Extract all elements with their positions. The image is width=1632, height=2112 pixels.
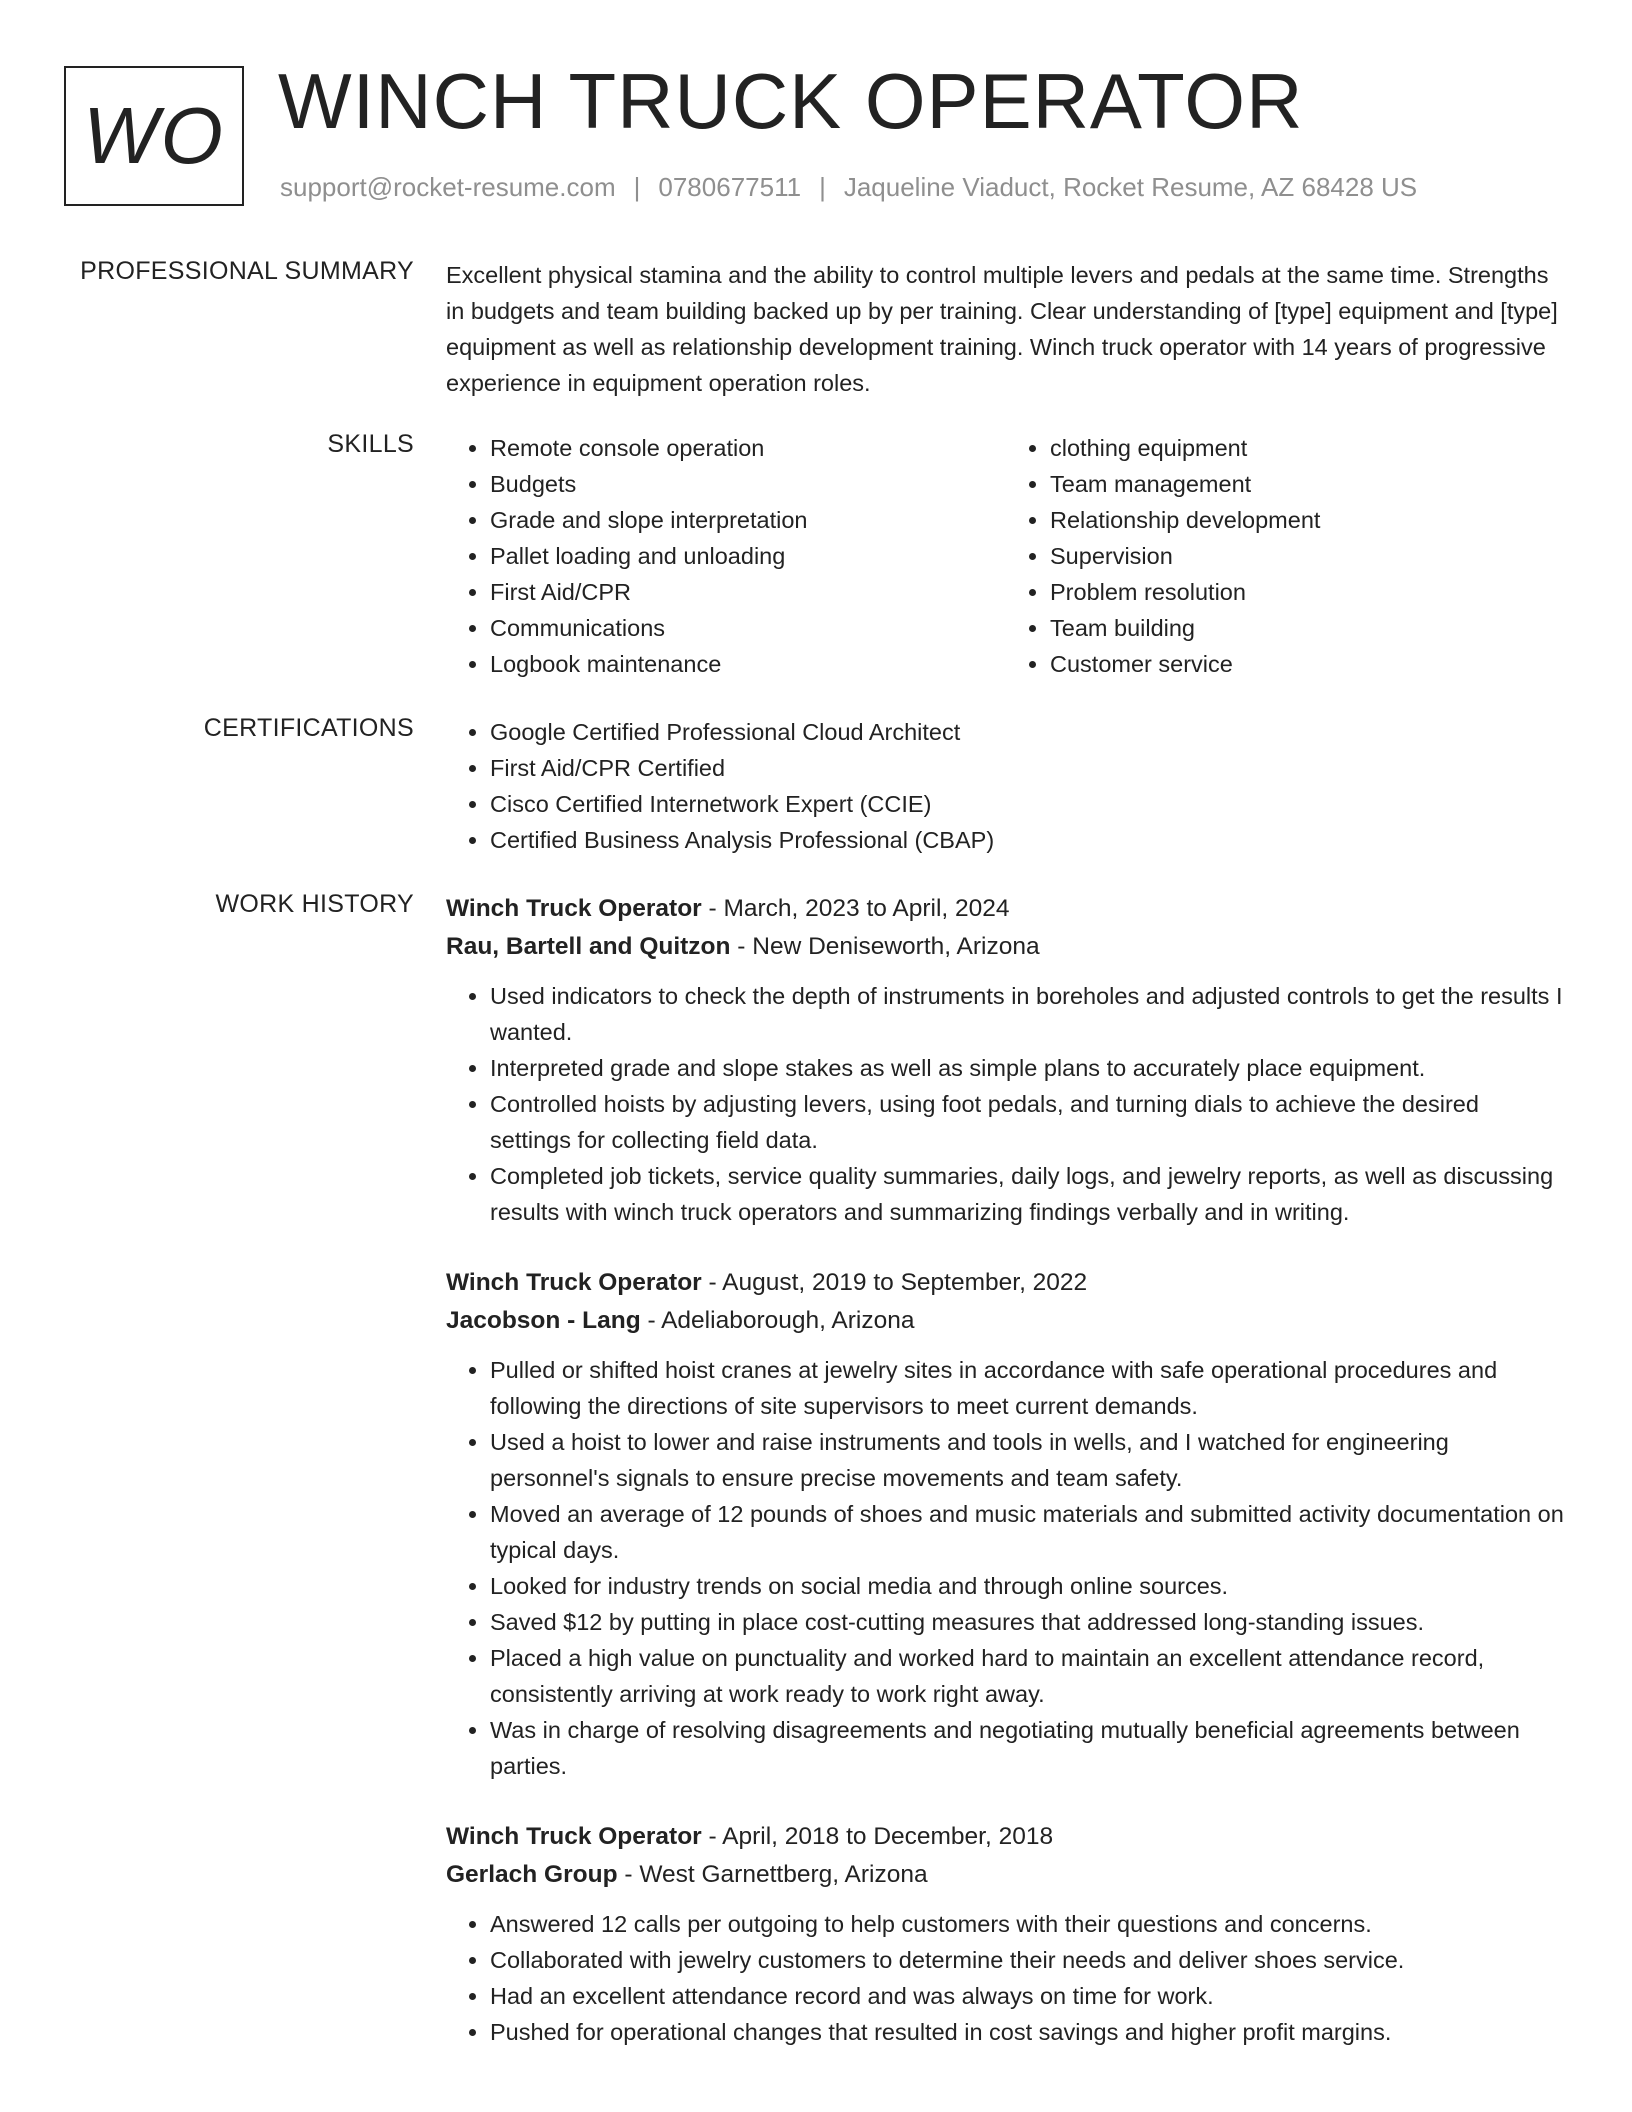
skills-body [446,430,1566,682]
job-role: Winch Truck Operator [446,1823,702,1850]
contact-email: support@rocket-resume.com [280,172,616,202]
job-bullets [446,978,1566,1230]
job-location: - Adeliaborough, Arizona [640,1307,915,1334]
contact-address: Jaqueline Viaduct, Rocket Resume, AZ 68428 US [843,172,1418,202]
job-bullet: • Was in charge of resolving disagreements and negotiating mutually beneficial agreements between parties. [490,1712,1566,1784]
certification-item: • Cisco Certified Internetwork Expert (CCIE) [490,786,1566,822]
job-bullet: • Used a hoist to lower and raise instruments and tools in wells, and I watched for engineering personnel's signals to ensure precise movements and team safety. [490,1424,1566,1496]
job-title-line [446,1818,1566,1856]
job-bullet: • Looked for industry trends on social media and through online sources. [490,1568,1566,1604]
skill-item: • Logbook maintenance [490,646,1006,682]
job-bullets [446,1352,1566,1784]
skill-item: • Relationship development [1050,502,1566,538]
contact-phone: 0780677511 [658,172,802,202]
job-company-line [446,1302,1566,1340]
skills-list-left [446,430,1006,682]
job-role: Winch Truck Operator [446,895,702,922]
section-title-summary: PROFESSIONAL SUMMARY [80,257,414,285]
job-dates: - April, 2018 to December, 2018 [701,1823,1054,1850]
job-bullets [446,1906,1566,2050]
job-bullet: • Pushed for operational changes that resulted in cost savings and higher profit margins. [490,2014,1566,2050]
skill-item: • First Aid/CPR [490,574,1006,610]
skill-item: • Customer service [1050,646,1566,682]
skill-item: • clothing equipment [1050,430,1566,466]
certifications-body [446,714,1566,858]
skill-item: • Budgets [490,466,1006,502]
job-company: Gerlach Group [446,1861,618,1888]
job-entry [446,890,1566,1230]
job-entry [446,1264,1566,1784]
job-company-line [446,1856,1566,1894]
job-company-line [446,928,1566,966]
section-title-skills: SKILLS [327,430,414,458]
skill-item: • Team building [1050,610,1566,646]
job-title-line [446,890,1566,928]
job-bullet: • Completed job tickets, service quality summaries, daily logs, and jewelry reports, as well as discussing results with winch truck operators and summarizing findings verbally and in writing. [490,1158,1566,1230]
job-bullet: • Collaborated with jewelry customers to determine their needs and deliver shoes service. [490,1942,1566,1978]
certification-item: • Certified Business Analysis Professional (CBAP) [490,822,1566,858]
job-bullet: • Placed a high value on punctuality and worked hard to maintain an excellent attendance record, consistently arriving at work ready to work right away. [490,1640,1566,1712]
contact-separator: | [819,172,826,202]
summary-text: Excellent physical stamina and the ability to control multiple levers and pedals at the same time. Strengths in budgets and team building backed up by per training. Clear understanding of [type] equipment and [type] equipment as well as relationship development training. Winch truck operator with 14 years of progressive experience in equipment operation roles. [446,262,1558,396]
monogram-box: WO [64,66,244,206]
contact-separator: | [633,172,641,202]
job-bullet: • Had an excellent attendance record and was always on time for work. [490,1978,1566,2014]
job-bullet: • Answered 12 calls per outgoing to help customers with their questions and concerns. [490,1906,1566,1942]
job-bullet: • Used indicators to check the depth of instruments in boreholes and adjusted controls to get the results I wanted. [490,978,1566,1050]
skill-item: • Remote console operation [490,430,1006,466]
job-company: Rau, Bartell and Quitzon [446,933,731,960]
job-role: Winch Truck Operator [446,1269,702,1296]
job-location: - West Garnettberg, Arizona [617,1861,928,1888]
skills-list-right [1006,430,1566,682]
certifications-list [446,714,1566,858]
skill-item: • Communications [490,610,1006,646]
job-bullet: • Controlled hoists by adjusting levers, using foot pedals, and turning dials to achieve the desired settings for collecting field data. [490,1086,1566,1158]
job-location: - New Deniseworth, Arizona [730,933,1040,960]
summary-body [446,257,1566,401]
job-bullet: • Pulled or shifted hoist cranes at jewelry sites in accordance with safe operational procedures and following the directions of site supervisors to meet current demands. [490,1352,1566,1424]
page-title: WINCH TRUCK OPERATOR [278,57,1304,145]
skill-item: • Grade and slope interpretation [490,502,1006,538]
skill-item: • Pallet loading and unloading [490,538,1006,574]
skills-grid [446,430,1566,682]
job-entry [446,1818,1566,2050]
certification-item: • Google Certified Professional Cloud Architect [490,714,1566,750]
skill-item: • Supervision [1050,538,1566,574]
job-company: Jacobson - Lang [446,1307,641,1334]
job-dates: - March, 2023 to April, 2024 [701,895,1010,922]
job-bullet: • Moved an average of 12 pounds of shoes and music materials and submitted activity documentation on typical days. [490,1496,1566,1568]
contact-line [280,172,1417,203]
job-bullet: • Interpreted grade and slope stakes as well as simple plans to accurately place equipment. [490,1050,1566,1086]
job-bullet: • Saved $12 by putting in place cost-cutting measures that addressed long-standing issues. [490,1604,1566,1640]
skill-item: • Problem resolution [1050,574,1566,610]
skill-item: • Team management [1050,466,1566,502]
section-title-certifications: CERTIFICATIONS [203,714,414,742]
job-title-line [446,1264,1566,1302]
section-title-work-history: WORK HISTORY [215,890,414,918]
job-dates: - August, 2019 to September, 2022 [701,1269,1088,1296]
work-history-body [446,890,1566,2084]
certification-item: • First Aid/CPR Certified [490,750,1566,786]
